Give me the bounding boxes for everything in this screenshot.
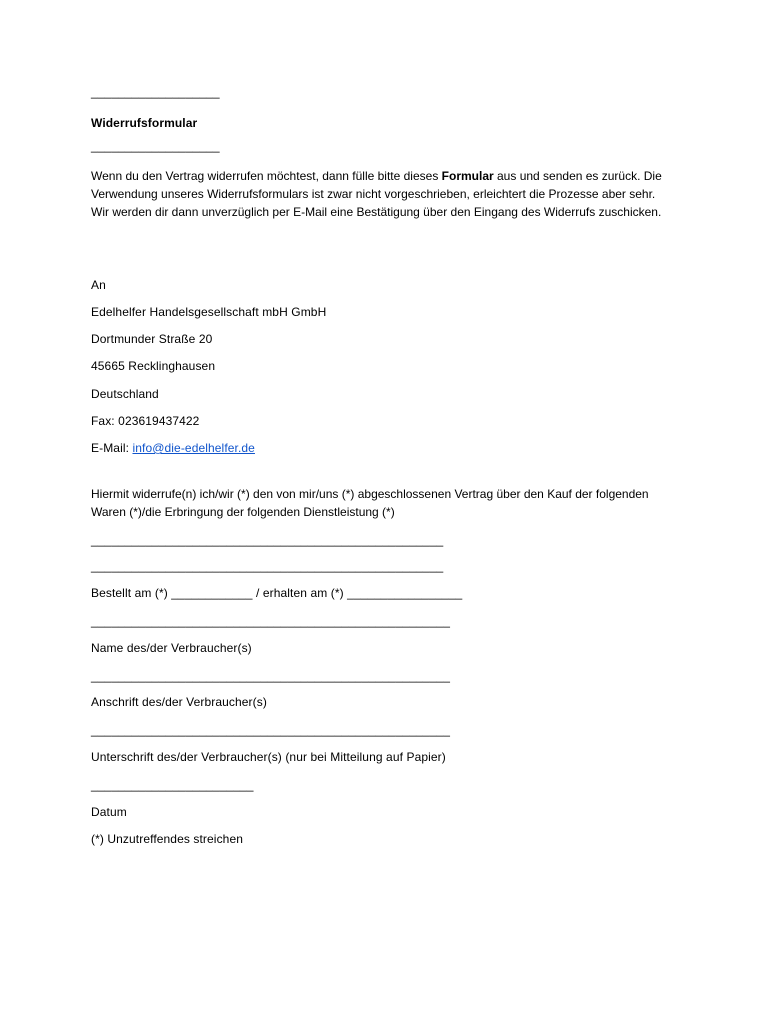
recipient-city: 45665 Recklinghausen bbox=[91, 359, 216, 373]
signature-rule: _____________________________________________________ bbox=[91, 723, 451, 737]
recipient-street: Dortmunder Straße 20 bbox=[91, 332, 213, 346]
address-label: Anschrift des/der Verbraucher(s) bbox=[91, 695, 267, 709]
email-link[interactable]: info@die-edelhelfer.de bbox=[132, 441, 255, 455]
footnote: (*) Unzutreffendes streichen bbox=[91, 832, 243, 846]
blank-line-1: ____________________________________________________ bbox=[91, 533, 444, 547]
recipient-fax: Fax: 023619437422 bbox=[91, 414, 200, 428]
date-rule: ________________________ bbox=[91, 778, 254, 792]
intro-text-end: aus und senden es zurück. Die Verwendung unseres Widerrufsformulars ist zwar nicht vorgeschrieben, erleichtert die Prozesse aber sehr. Wir werden dir dann unverzüglich per E-Mail eine Bestätigung über den Eingang des Widerrufs zuschicken. bbox=[91, 169, 662, 219]
recipient-email-line bbox=[91, 440, 255, 456]
intro-paragraph bbox=[91, 167, 671, 221]
declaration-paragraph: Hiermit widerrufe(n) ich/wir (*) den von mir/uns (*) abgeschlossenen Vertrag über den Kauf der folgenden Waren (*)/die Erbringung der folgenden Dienstleistung (*) bbox=[91, 487, 649, 519]
top-rule: ___________________ bbox=[91, 85, 220, 99]
name-label: Name des/der Verbraucher(s) bbox=[91, 641, 252, 655]
intro-bold-formular: Formular bbox=[441, 169, 494, 183]
ordered-received-line: Bestellt am (*) ____________ / erhalten am (*) _________________ bbox=[91, 586, 463, 600]
recipient-company: Edelhelfer Handelsgesellschaft mbH GmbH bbox=[91, 305, 327, 319]
name-rule: _____________________________________________________ bbox=[91, 614, 451, 628]
title-rule: ___________________ bbox=[91, 139, 220, 153]
recipient-country: Deutschland bbox=[91, 387, 159, 401]
blank-line-2: ____________________________________________________ bbox=[91, 559, 444, 573]
document-title: Widerrufsformular bbox=[91, 116, 198, 130]
intro-text-start: Wenn du den Vertrag widerrufen möchtest, dann fülle bitte dieses bbox=[91, 169, 442, 183]
address-rule: _____________________________________________________ bbox=[91, 669, 451, 683]
date-label: Datum bbox=[91, 805, 127, 819]
recipient-an: An bbox=[91, 278, 106, 292]
email-label: E-Mail: bbox=[91, 441, 133, 455]
signature-label: Unterschrift des/der Verbraucher(s) (nur bei Mitteilung auf Papier) bbox=[91, 750, 446, 764]
